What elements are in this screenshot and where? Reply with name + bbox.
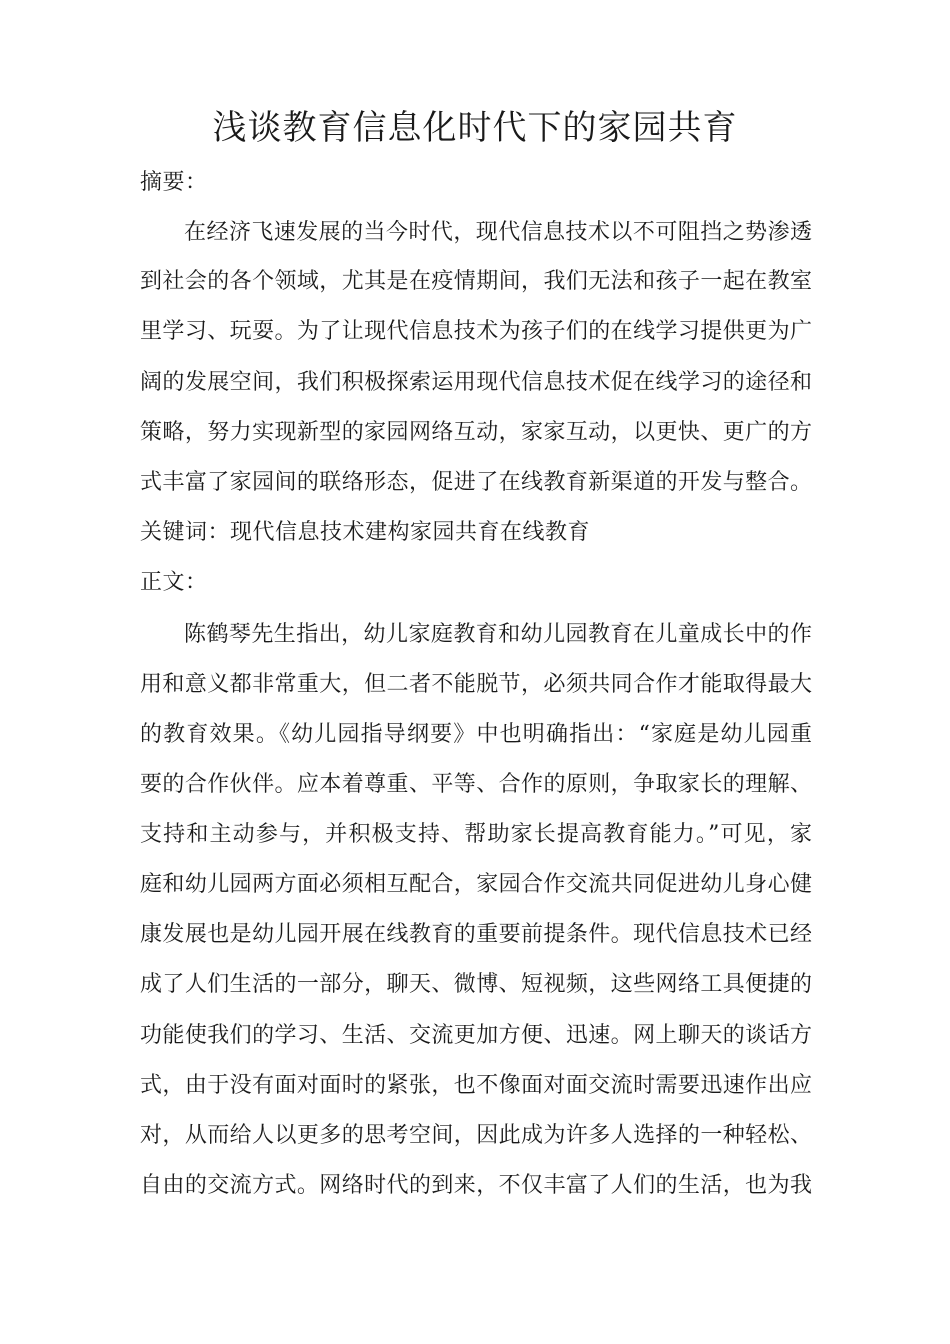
abstract-line: 阔的发展空间，我们积极探索运用现代信息技术促在线学习的途径和 <box>140 370 812 395</box>
abstract-line: 里学习、玩耍。为了让现代信息技术为孩子们的在线学习提供更为广 <box>140 319 812 344</box>
abstract-line: 在经济飞速发展的当今时代，现代信息技术以不可阻挡之势渗透 <box>184 220 812 245</box>
document-title: 浅谈教育信息化时代下的家园共育 <box>212 108 738 148</box>
body-line: 对，从而给人以更多的思考空间，因此成为许多人选择的一种轻松、 <box>140 1123 812 1148</box>
body-line: 康发展也是幼儿园开展在线教育的重要前提条件。现代信息技术已经 <box>140 922 812 947</box>
body-line: 支持和主动参与，并积极支持、帮助家长提高教育能力。”可见，家 <box>140 822 812 847</box>
abstract-label: 摘要： <box>140 170 208 195</box>
body-line: 的教育效果。《幼儿园指导纲要》中也明确指出：“家庭是幼儿园重 <box>140 722 812 747</box>
abstract-line: 策略，努力实现新型的家园网络互动，家家互动，以更快、更广的方 <box>140 420 812 445</box>
body-line: 式，由于没有面对面时的紧张，也不像面对面交流时需要迅速作出应 <box>140 1073 812 1098</box>
body-line: 功能使我们的学习、生活、交流更加方便、迅速。网上聊天的谈话方 <box>140 1023 812 1048</box>
keywords-line: 关键词：现代信息技术建构家园共育在线教育 <box>140 520 591 545</box>
body-line: 自由的交流方式。网络时代的到来，不仅丰富了人们的生活，也为我 <box>140 1173 812 1198</box>
body-line: 陈鹤琴先生指出，幼儿家庭教育和幼儿园教育在儿童成长中的作 <box>184 622 812 647</box>
body-line: 要的合作伙伴。应本着尊重、平等、合作的原则，争取家长的理解、 <box>140 772 812 797</box>
body-label: 正文： <box>140 570 208 595</box>
body-line: 成了人们生活的一部分，聊天、微博、短视频，这些网络工具便捷的 <box>140 972 812 997</box>
abstract-line: 到社会的各个领域，尤其是在疫情期间，我们无法和孩子一起在教室 <box>140 269 812 294</box>
abstract-line: 式丰富了家园间的联络形态，促进了在线教育新渠道的开发与整合。 <box>140 470 812 495</box>
body-line: 庭和幼儿园两方面必须相互配合，家园合作交流共同促进幼儿身心健 <box>140 872 812 897</box>
body-line: 用和意义都非常重大，但二者不能脱节，必须共同合作才能取得最大 <box>140 672 812 697</box>
